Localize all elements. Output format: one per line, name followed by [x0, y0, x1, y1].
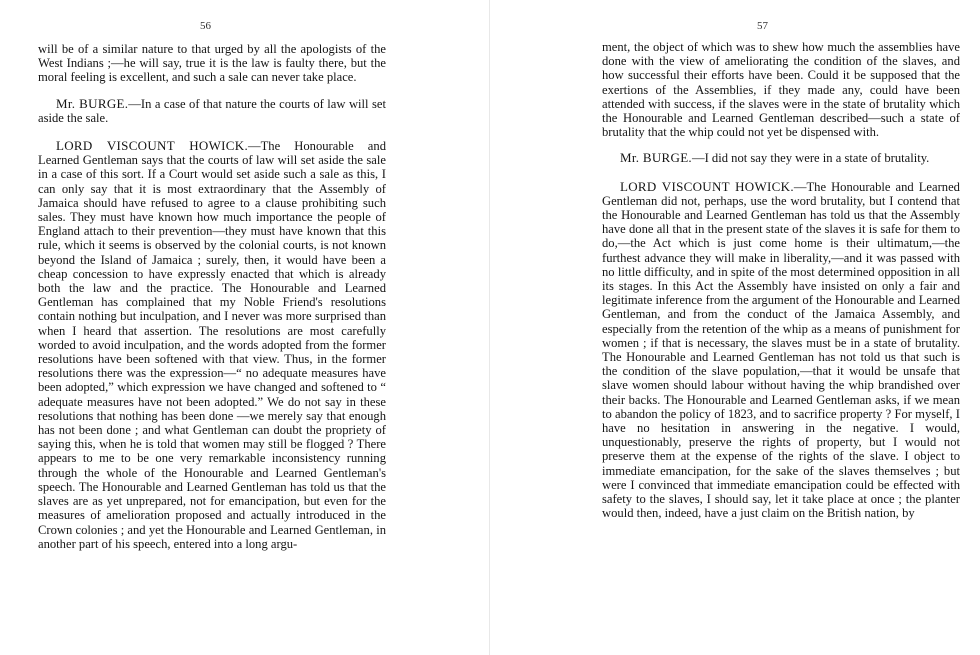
right-paragraph-3 — [602, 180, 960, 521]
left-paragraph-2 — [38, 97, 386, 125]
right-page-text — [602, 40, 960, 521]
left-paragraph-1: will be of a similar nature to that urged by all the apologists of the West Indians ;—he will say, true it is the law is faulty there, but the moral feeling is excellent, and such a sale can never take place. — [38, 42, 386, 85]
page-number-left: 56 — [200, 20, 211, 32]
speech-text: —I did not say they were in a state of brutality. — [691, 151, 930, 166]
right-paragraph-1: ment, the object of which was to shew how much the assemblies have done with the view of ameliorating the condition of the slaves, and how successful their efforts have been. Could it be supposed that the exertions of the Assemblies, if they made any, could have been attended with success, if the slaves were in the state of brutality which the Honourable and Learned Gentleman described—such a state of brutality that the whip could not yet be dispensed with. — [602, 40, 960, 140]
page-number-right: 57 — [757, 20, 768, 32]
speaker-howick: LORD VISCOUNT HOWICK. — [56, 138, 249, 154]
speech-text: —In a case of that nature the courts of law will set aside the sale. — [38, 96, 386, 125]
speaker-burge: Mr. BURGE. — [620, 150, 692, 166]
right-page — [490, 0, 980, 655]
speech-text: —The Honourable and Learned Gentleman did not, perhaps, use the word brutality, but I contend that the Honourable and Learned Gentleman has told us that the Assembly have done all that in the present state of the slaves it is safe for them to do,—the Act which is just come home is their ultimatum,—the furthest advance they will make in liberality,—and it was passed with no little difficulty, and in spite of the most determined opposition in all its stages. In this Act the Assembly have insisted on only a fair and legitimate inference from the argument of the Honourable and Learned Gentleman, and from the conduct of the Jamaica Assembly, and especially from the retention of the whip as a means of punishment for women ; if that is necessary, the slaves must be in a state of brutality. The Honourable and Learned Gentleman has not told us that such is the condition of the slave population,—that it would be unsafe that slave women should labour without having the whip brandished over their backs. The Honourable and Learned Gentleman asks, if we mean to abandon the policy of 1823, and to sacrifice property ? For myself, I have no hesitation in answering in the negative. I would, unquestionably, preserve the rights of property, but I would not preserve them at the expense of the rights of the slave. I object to immediate emancipation, for the sake of the slaves themselves ; but were I convinced that immediate emancipation could be effected with safety to the slaves, I should say, let it take place at once ; the planter would then, indeed, have a just claim on the British nation, by — [602, 179, 960, 521]
speaker-burge: Mr. BURGE. — [56, 95, 129, 111]
left-paragraph-3 — [38, 139, 386, 551]
right-paragraph-2 — [602, 151, 960, 165]
speech-text: —The Honourable and Learned Gentleman says that the courts of law will set aside the sale in a case of this sort. If a Court would set aside such a sale as this, I can only say that it is most extraordinary that the Assembly of Jamaica should have refused to agree to a clause prohibiting such sales. They must have known how much importance the people of England attach to their prevention—they must have known that this rule, which it seems is observed by the colonial courts, is not known beyond the Island of Jamaica ; surely, then, it would have been a cheap concession to have expressly enacted that which is already both the law and the practice. The Honourable and Learned Gentleman has complained that my Noble Friend's resolutions contain nothing but inculpation, and I never was more surprised than when I heard that assertion. The resolutions are most carefully worded to avoid inculpation, and the words adopted from the former resolutions have been softened with that view. Thus, in the former resolutions there was the expression—“ no adequate measures have been adopted,” which expression we have changed and softened to “ adequate measures have not been adopted.” We do not say in these resolutions that nothing has been done —we merely say that enough has not been done ; and what Gentleman can doubt the propriety of saying this, when he is told that women may still be flogged ? There appears to me to be one very remarkable inconsistency running through the whole of the Honourable and Learned Gentleman's speech. The Honourable and Learned Gentleman has told us that the slaves are as yet unprepared, not for emancipation, but even for the measures of amelioration proposed and actually introduced in the Crown colonies ; and yet the Honourable and Learned Gentleman, in another part of his speech, entered into a long argu- — [38, 139, 386, 551]
left-page-text — [38, 42, 386, 551]
speaker-howick: LORD VISCOUNT HOWICK. — [620, 178, 794, 194]
